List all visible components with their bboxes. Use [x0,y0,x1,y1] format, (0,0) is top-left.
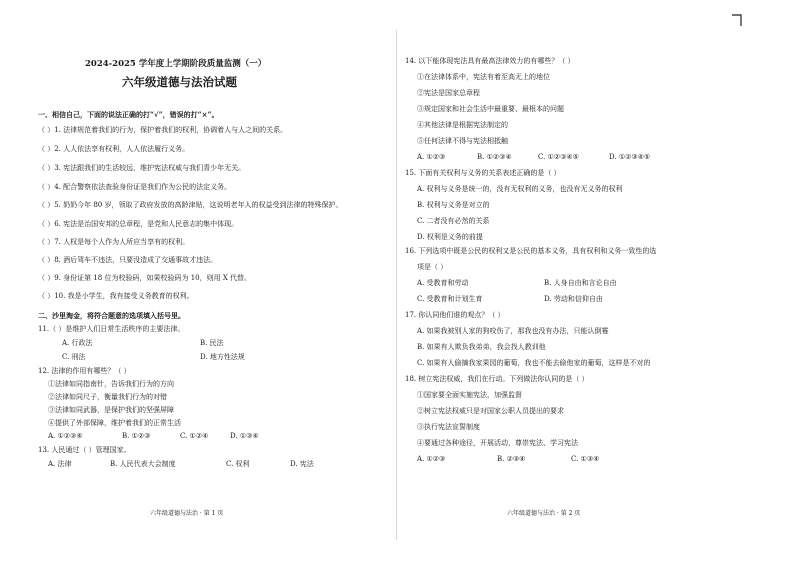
q14-statement-1: ①在法律体系中，宪法有着至高无上的地位 [417,73,550,81]
question-13: 13. 人民通过（ ）管理国家。 [38,446,131,454]
q16-option-b: B. 人身自由和言论自由 [544,279,617,287]
q14-option-d: D. ①②③④⑤ [609,153,651,161]
q15-option-b: B. 权利与义务是对立的 [417,201,490,209]
q18-option-a: A. ①②③ [417,455,446,463]
q12-statement-3: ③法律如同武器，是保护我们的坚强屏障 [48,406,174,414]
q12-statement-2: ②法律如同尺子，衡量我们行为的对错 [48,393,167,401]
question-14: 14. 以下能体现宪法具有最高法律效力的有哪些？（ ） [405,57,575,65]
section-1-heading: 一、相信自己，下面的说法正确的打“√”，错误的打“×”。 [38,110,219,119]
q14-option-a: A. ①②③ [417,153,446,161]
judge-item-4: （ ）4. 配合警察依法查验身份证是我们作为公民的法定义务。 [38,183,232,191]
q14-statement-2: ②宪法是国家总章程 [417,89,480,97]
q15-option-a: A. 权利与义务是统一的，没有无权利的义务，也没有无义务的权利 [417,185,623,193]
question-18: 18. 树立宪法权威，我们在行动。下列做法你认同的是（ ） [405,375,589,383]
q16-option-d: D. 劳动和信仰自由 [544,295,603,303]
q11-option-a: A. 行政法 [62,339,93,347]
q14-statement-3: ③规定国家和社会生活中最重要、最根本的问题 [417,105,564,113]
q13-option-b: B. 人民代表大会制度 [110,460,176,468]
q15-option-c: C. 二者没有必然的关系 [417,217,490,225]
judge-item-5: （ ）5. 奶奶今年 80 岁，领取了政府发放的高龄津贴，这说明老年人的权益受到法律的特殊保护。 [38,201,343,209]
q14-option-c: C. ①②③④⑤ [538,153,579,161]
question-15: 15. 下面有关权利与义务的关系表述正确的是（ ） [405,169,561,177]
q17-option-c: C. 如果有人偷摘我家果园的葡萄，我也不能去偷他家的葡萄，这样是不对的 [417,359,651,367]
judge-item-6: （ ）6. 宪法是治国安邦的总章程，是党和人民意志的集中体现。 [38,220,239,228]
q17-option-b: B. 如果有人欺负我弟弟，我会找人教训他 [417,343,546,351]
q12-option-d: D. ①③④ [230,432,259,440]
judge-item-7: （ ）7. 人权是每个人作为人所应当享有的权利。 [38,238,190,246]
q15-option-d: D. 权利是义务的前提 [417,233,483,241]
q18-statement-3: ③执行宪法宣誓制度 [417,423,480,431]
q11-option-b: B. 民法 [200,339,224,347]
question-12: 12. 法律的作用有哪些？（ ） [38,367,131,375]
q12-option-a: A. ①②③④ [48,432,83,440]
q12-statement-1: ①法律如同指南针，告诉我们行为的方向 [48,380,174,388]
q13-option-c: C. 权利 [226,460,250,468]
q18-option-c: C. ①③④ [571,455,600,463]
judge-item-3: （ ）3. 宪法跟我们的生活较远，维护宪法权威与我们青少年无关。 [38,164,246,172]
q17-option-a: A. 如果我被别人家的狗咬伤了，那我也没有办法，只能认倒霉 [417,327,609,335]
exam-subtitle: 六年级道德与法治试题 [122,75,237,89]
q18-statement-1: ①国家要全面实施宪法，加强监督 [417,391,522,399]
q11-option-c: C. 刑法 [62,353,86,361]
q14-option-b: B. ①②③④ [477,153,512,161]
q13-option-d: D. 宪法 [290,460,314,468]
question-16: 16. 下列选项中既是公民的权利又是公民的基本义务，具有权利和义务一致性的选 [405,247,657,255]
question-16-cont: 项是（ ） [417,263,448,271]
q12-option-b: B. ①②③ [122,432,151,440]
page-footer: 六年级道德与法治 · 第 1 页 [150,510,224,517]
q18-statement-4: ④要通过各种途径，开展活动，尊崇宪法、学习宪法 [417,439,578,447]
q12-option-c: C. ①②④ [180,432,209,440]
q11-option-d: D. 地方性法规 [200,353,245,361]
judge-item-8: （ ）8. 酒后驾车不违法，只要没造成了交通事故才违法。 [38,256,218,264]
q14-statement-5: ⑤任何法律不得与宪法相抵触 [417,137,508,145]
judge-item-9: （ ）9. 身份证第 18 位为校验码，如果校验码为 10，则用 X 代替。 [38,274,252,282]
judge-item-10: （ ）10. 我是小学生，我有接受义务教育的权利。 [38,292,194,300]
question-17: 17. 你认同他们谁的观点？（ ） [405,311,505,319]
judge-item-2: （ ）2. 人人依法享有权利，人人依法履行义务。 [38,145,190,153]
page-footer: 六年级道德与法治 · 第 2 页 [507,510,581,517]
q18-statement-2: ②树立宪法权威只是对国家公职人员提出的要求 [417,407,564,415]
q13-option-a: A. 法律 [48,460,72,468]
judge-item-1: （ ）1. 法律规范着我们的行为，保护着我们的权利，协调着人与人之间的关系。 [38,126,288,134]
q12-statement-4: ④提供了外部保障，维护着我们的正常生活 [48,419,181,427]
q16-option-c: C. 受教育和计划生育 [417,295,483,303]
exam-page-2 [397,0,794,561]
section-2-heading: 二、沙里淘金，将符合题意的选项填入括号里。 [38,311,185,320]
question-11: 11.（ ）是维护人们日常生活秩序的主要法律。 [38,325,185,333]
q18-option-b: B. ②③④ [497,455,526,463]
q16-option-a: A. 受教育和劳动 [417,279,469,287]
exam-title: 2024-2025 学年度上学期阶段质量监测（一） [85,59,267,69]
q14-statement-4: ④其他法律是根据宪法制定的 [417,121,508,129]
